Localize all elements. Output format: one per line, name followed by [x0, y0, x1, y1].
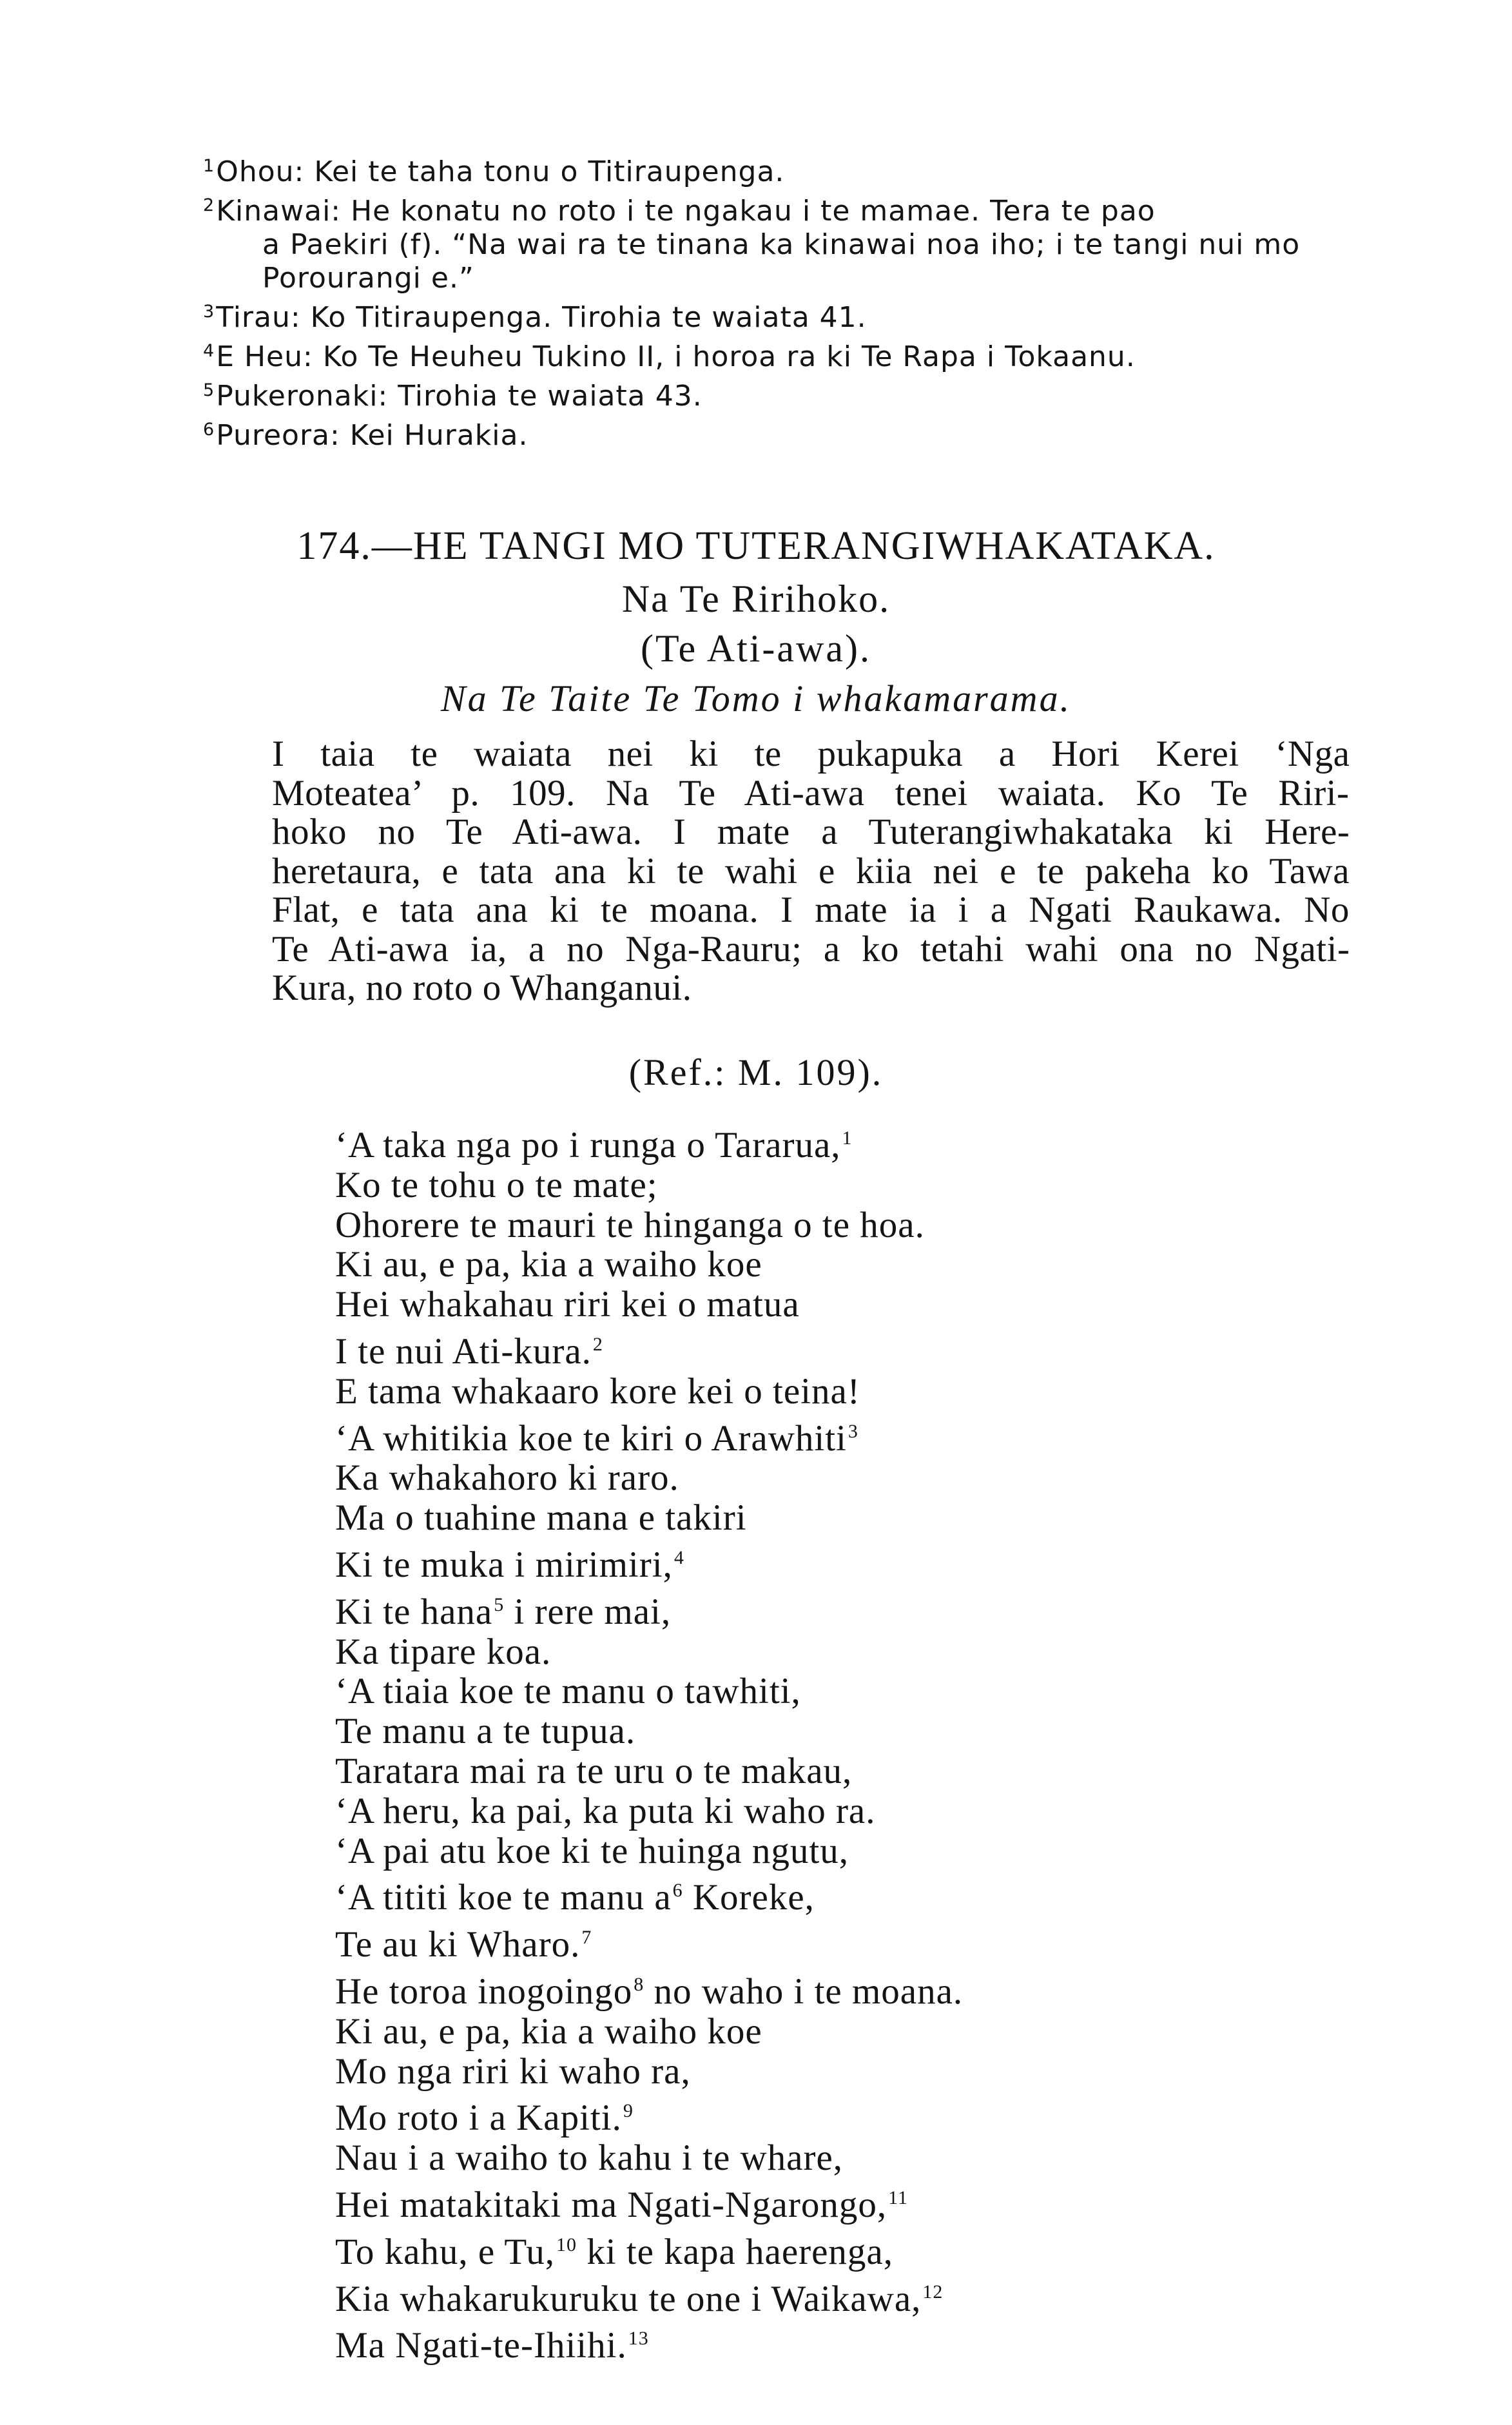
poem-line [335, 1918, 963, 1965]
intro-line: Te Ati-awa ia, a no Nga-Rauru; a ko tetahi wahi ona no Ngati- [272, 928, 1350, 969]
footnotes [203, 150, 1382, 453]
poem-line-text: Hei whakahau riri kei o matua [335, 1284, 800, 1325]
poem-line [335, 2052, 963, 2092]
intro-line: heretaura, e tata ana ki te wahi e kiia nei e te pakeha ko Tawa [272, 850, 1350, 891]
poem-line-text: Te manu a te tupua. [335, 1711, 636, 1752]
footnote-number: 2 [203, 195, 215, 215]
footnote-continuation: a Paekiri (f). “Na wai ra te tinana ka kinawai noa iho; i te tangi nui mo Porourangi e.” [262, 228, 1301, 295]
footnote [203, 295, 1382, 335]
poem-line [335, 1325, 963, 1372]
footnote-marker: 13 [628, 2328, 649, 2350]
poem-line [335, 1791, 963, 1831]
poem-line-text: Mo nga riri ki waho ra, [335, 2050, 691, 2092]
poem-line-text-continued: Koreke, [683, 1877, 815, 1918]
poem-line-text: E tama whakaaro kore kei o teina! [335, 1370, 860, 1412]
footnote-marker: 7 [581, 1927, 592, 1949]
poem-line [335, 1585, 963, 1632]
footnote-marker: 4 [674, 1546, 684, 1568]
explainer-credit: Na Te Taite Te Tomo i whakamarama. [440, 677, 1072, 719]
poem-line [335, 1671, 963, 1711]
poem-line-text: Hei matakitaki ma Ngati-Ngarongo, [335, 2184, 887, 2225]
footnote-text: Pukeronaki: Tirohia te waiata 43. [216, 380, 703, 413]
footnote-marker: 10 [556, 2234, 577, 2255]
poem-line [335, 2225, 963, 2272]
poem [335, 1118, 963, 2366]
poem-line [335, 2138, 963, 2178]
footnote-text: Tirau: Ko Titiraupenga. Tirohia te waiata 41. [216, 301, 867, 334]
poem-line [335, 1285, 963, 1325]
footnote-marker: 6 [672, 1880, 683, 1902]
poem-line [335, 1871, 963, 1918]
poem-line-text-continued: no waho i te moana. [644, 1971, 964, 2012]
poem-line-text: Taratara mai ra te uru o te makau, [335, 1750, 853, 1791]
poem-line [335, 1751, 963, 1791]
poem-line [335, 1965, 963, 2012]
poem-line [335, 1118, 963, 1165]
poem-line-text: Ki au, e pa, kia a waiho koe [335, 2011, 762, 2052]
poem-line [335, 2091, 963, 2138]
poem-line-text: Kia whakarukuruku te one i Waikawa, [335, 2278, 922, 2319]
footnote [203, 413, 1382, 453]
footnote-text: Pureora: Kei Hurakia. [216, 419, 528, 452]
poem-line-text: ‘A heru, ka pai, ka puta ki waho ra. [335, 1790, 876, 1831]
poem-line-text: Nau i a waiho to kahu i te whare, [335, 2138, 843, 2179]
poem-line-text: ‘A taka nga po i runga o Tararua, [335, 1125, 841, 1165]
poem-line [335, 1498, 963, 1538]
poem-line [335, 1412, 963, 1459]
footnote [203, 189, 1382, 295]
footnote-marker: 12 [922, 2281, 944, 2303]
footnote-text: E Heu: Ko Te Heuheu Tukino II, i horoa ra ki Te Rapa i Tokaanu. [216, 340, 1136, 373]
poem-line-text-continued: ki te kapa haerenga, [576, 2231, 893, 2272]
poem-line [335, 2178, 963, 2225]
footnote-marker: 11 [888, 2186, 908, 2208]
footnote-number: 5 [203, 380, 215, 400]
poem-line-text: Ka tipare koa. [335, 1631, 552, 1672]
reference: (Ref.: M. 109). [628, 1051, 884, 1093]
song-author: Na Te Ririhoko. [621, 578, 891, 620]
poem-line-text: ‘A pai atu koe ki te huinga ngutu, [335, 1830, 849, 1871]
footnote-marker: 3 [848, 1420, 858, 1442]
poem-line [335, 2272, 963, 2319]
footnote-number: 6 [203, 420, 215, 440]
footnote-marker: 5 [494, 1593, 505, 1615]
poem-line-text: Ka whakahoro ki raro. [335, 1457, 679, 1499]
footnote-marker: 9 [623, 2100, 634, 2122]
footnote-number: 4 [203, 341, 215, 361]
poem-line [335, 1711, 963, 1751]
footnote-marker: 2 [592, 1333, 603, 1355]
poem-line-text: Ki au, e pa, kia a waiho koe [335, 1244, 762, 1285]
poem-line-text: Ki te muka i mirimiri, [335, 1544, 673, 1585]
poem-line-text: Te au ki Wharo. [335, 1924, 581, 1965]
intro-line: Flat, e tata ana ki te moana. I mate ia i a Ngati Raukawa. No [272, 890, 1350, 930]
poem-line [335, 1632, 963, 1672]
poem-line-text: ‘A whitikia koe te kiri o Arawhiti [335, 1417, 847, 1459]
poem-line [335, 2012, 963, 2052]
poem-line-text: Mo roto i a Kapiti. [335, 2098, 622, 2139]
poem-line-text: Ma Ngati-te-Ihiihi. [335, 2325, 627, 2366]
footnote-number: 3 [203, 302, 215, 322]
poem-line [335, 1165, 963, 1205]
footnote [203, 374, 1382, 413]
poem-line [335, 1831, 963, 1871]
intro-line: Moteatea’ p. 109. Na Te Ati-awa tenei waiata. Ko Te Riri- [272, 772, 1350, 813]
poem-line [335, 1538, 963, 1585]
footnote-number: 1 [203, 156, 215, 176]
footnote-text: Ohou: Kei te taha tonu o Titiraupenga. [216, 155, 785, 188]
poem-line [335, 1205, 963, 1245]
poem-line-text: ‘A tiaia koe te manu o tawhiti, [335, 1671, 801, 1712]
song-tribe: (Te Ati-awa). [641, 627, 871, 670]
poem-line-text: Ki te hana [335, 1591, 493, 1632]
footnote-marker: 1 [842, 1127, 853, 1149]
footnote-text: Kinawai: He konatu no roto i te ngakau i te mamae. Tera te pao [216, 195, 1156, 228]
intro-line: I taia te waiata nei ki te pukapuka a Hori Kerei ‘Nga [272, 734, 1350, 774]
poem-line-text-continued: i rere mai, [504, 1591, 672, 1632]
song-title: 174.—HE TANGI MO TUTERANGIWHAKATAKA. [296, 524, 1216, 568]
poem-line-text: To kahu, e Tu, [335, 2231, 555, 2272]
poem-line [335, 1372, 963, 1412]
poem-line-text: Ko te tohu o te mate; [335, 1164, 658, 1205]
footnote-marker: 8 [634, 1973, 645, 1995]
poem-line-text: I te nui Ati-kura. [335, 1330, 592, 1372]
footnote [203, 335, 1382, 374]
poem-line [335, 1458, 963, 1498]
intro-line: Kura, no roto o Whanganui. [272, 968, 692, 1008]
intro-line: hoko no Te Ati-awa. I mate a Tuterangiwhakataka ki Here- [272, 812, 1350, 852]
intro-paragraph [272, 735, 1350, 1008]
footnote [203, 150, 1382, 189]
poem-line-text: He toroa inogoingo [335, 1971, 633, 2012]
poem-line-text: Ma o tuahine mana e takiri [335, 1497, 747, 1539]
poem-line-text: Ohorere te mauri te hinganga o te hoa. [335, 1204, 925, 1245]
poem-line [335, 2319, 963, 2366]
poem-line [335, 1245, 963, 1285]
poem-line-text: ‘A tititi koe te manu a [335, 1877, 672, 1918]
